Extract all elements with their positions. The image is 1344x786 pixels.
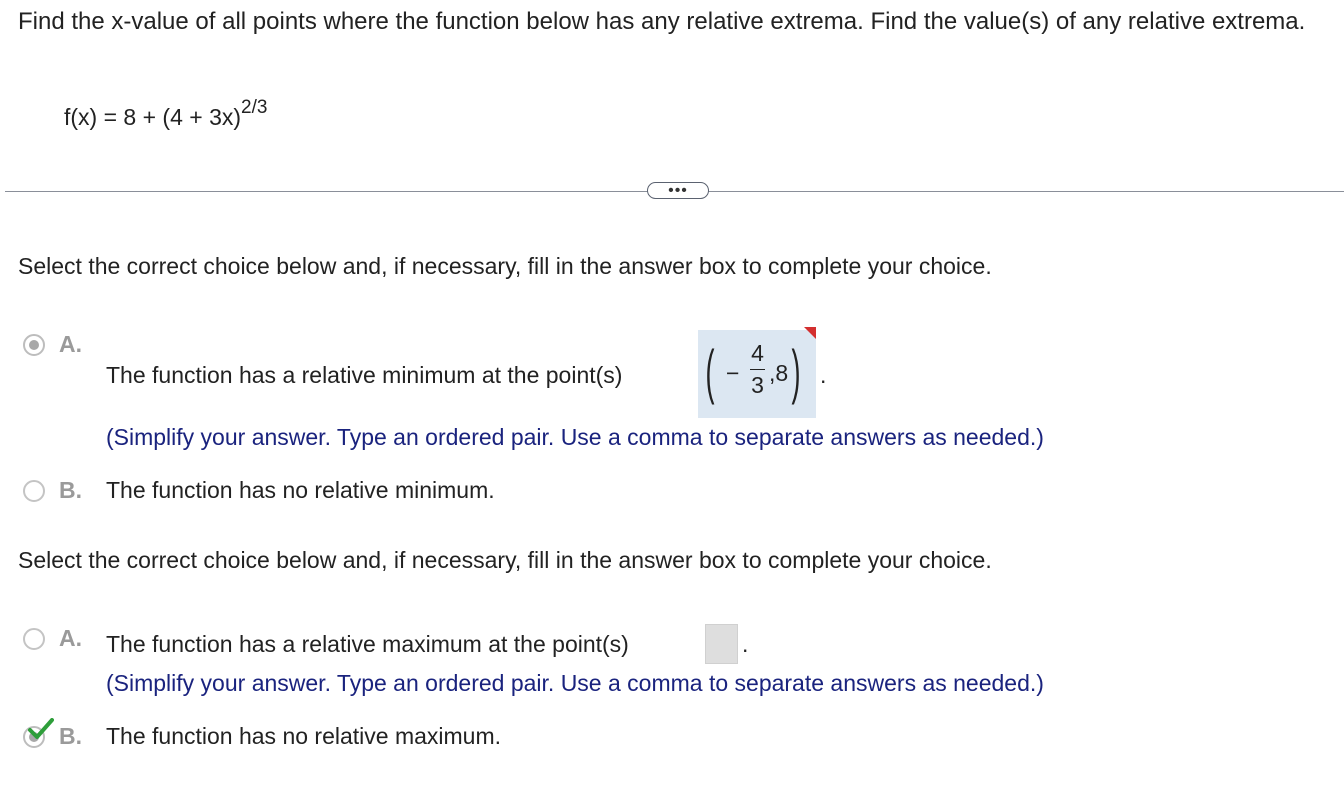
question-text: Find the x-value of all points where the function below has any relative extrema. Find the value(s) of any relative extrema. [18, 8, 1306, 35]
answer-numerator: 4 [751, 340, 764, 366]
incorrect-flag-icon [804, 327, 816, 339]
part1-option-a-letter: A. [59, 331, 82, 357]
part1-option-a-radio[interactable] [23, 334, 45, 356]
part1-option-a-period: . [820, 362, 827, 388]
function-expression [64, 97, 268, 131]
fraction-bar [750, 369, 765, 370]
more-options-button[interactable]: ••• [647, 182, 709, 199]
part2-option-b-text: The function has no relative maximum. [106, 723, 502, 749]
part2-option-a-period: . [742, 631, 749, 657]
right-paren: ) [791, 338, 801, 405]
part2-option-a-text: The function has a relative maximum at the point(s) [106, 631, 629, 657]
part1-option-b-letter: B. [59, 477, 82, 503]
part1-instruction: Select the correct choice below and, if necessary, fill in the answer box to complete your choice. [18, 253, 992, 279]
part1-option-b-radio[interactable] [23, 480, 45, 502]
answer-tail: ,8 [769, 360, 789, 386]
part2-option-b-letter: B. [59, 723, 82, 749]
part1-option-b-text: The function has no relative minimum. [106, 477, 495, 503]
part1-hint: (Simplify your answer. Type an ordered pair. Use a comma to separate answers as needed.) [106, 424, 1044, 450]
part1-answer-box[interactable] [698, 330, 816, 418]
part2-hint: (Simplify your answer. Type an ordered pair. Use a comma to separate answers as needed.) [106, 670, 1044, 696]
answer-minus-sign: − [726, 360, 740, 386]
left-paren: ( [705, 338, 715, 405]
part2-instruction: Select the correct choice below and, if necessary, fill in the answer box to complete your choice. [18, 547, 992, 573]
function-exponent: 2/3 [241, 97, 268, 118]
correct-check-icon [28, 718, 54, 740]
function-base: f(x) = 8 + (4 + 3x) [64, 104, 242, 130]
part2-answer-box[interactable] [705, 624, 738, 664]
part1-option-a-text: The function has a relative minimum at the point(s) [106, 362, 623, 388]
answer-fraction [750, 340, 765, 399]
answer-denominator: 3 [751, 372, 764, 398]
part2-option-a-radio[interactable] [23, 628, 45, 650]
part2-option-a-letter: A. [59, 625, 82, 651]
